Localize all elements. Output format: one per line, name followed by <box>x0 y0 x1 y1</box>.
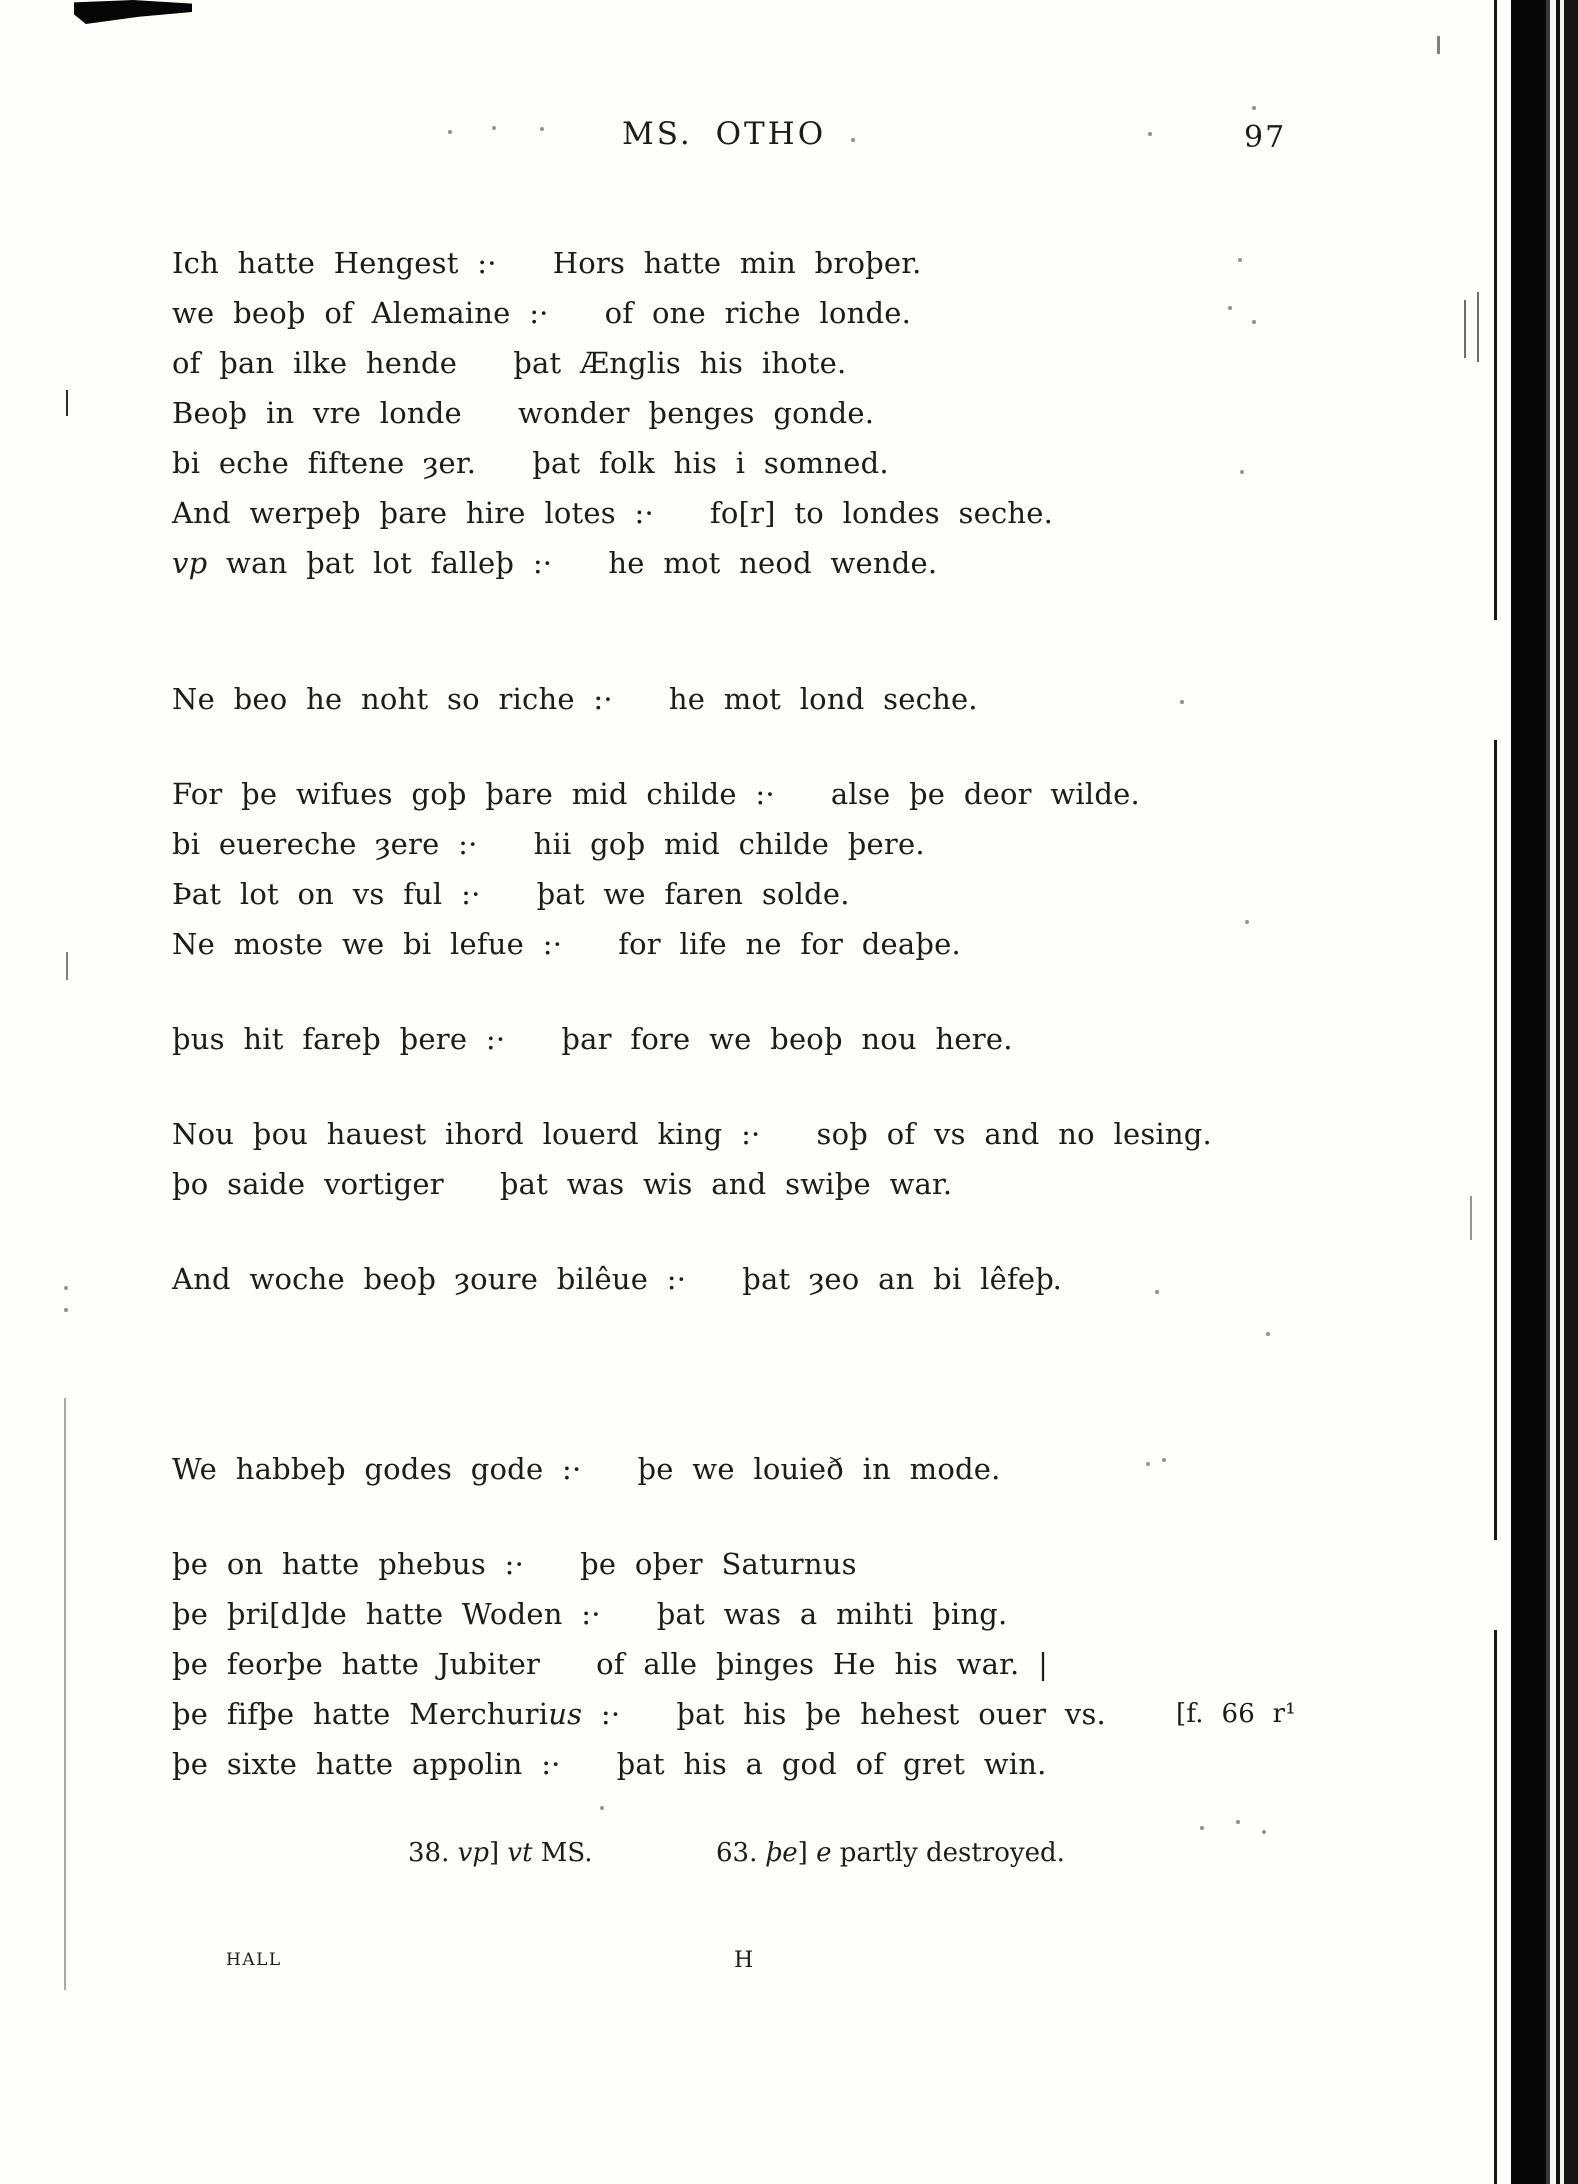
verse-line: þus hit fareþ þere :· þar fore we beoþ nou here. <box>172 1022 1013 1056</box>
apparatus-notes <box>0 1838 1578 1878</box>
verse-line: we beoþ of Alemaine :· of one riche londe. <box>172 296 912 330</box>
scan-line-artifact <box>66 390 68 416</box>
scan-speck <box>64 1308 68 1312</box>
verse-line: Ne moste we bi lefue :· for life ne for deaþe. <box>172 927 961 961</box>
scan-speck <box>540 127 544 131</box>
scan-speck <box>1200 1826 1204 1830</box>
note-bracket: ] <box>488 1838 508 1868</box>
scan-speck <box>1228 306 1232 310</box>
scan-speck <box>1266 1332 1270 1336</box>
verse-line: Ne beo he noht so riche :· he mot lond seche. <box>172 682 978 716</box>
note-lemma: vp <box>457 1838 489 1868</box>
printer-signature-mark: H <box>734 1948 754 1973</box>
scan-line-artifact <box>64 1398 66 1990</box>
verse-line: We habbeþ godes gode :· þe we louieð in mode. <box>172 1452 1001 1486</box>
scan-speck <box>1180 700 1184 704</box>
scan-artifact <box>1494 1540 1497 1630</box>
scan-speck <box>1155 1290 1159 1294</box>
verse-line: vp wan þat lot falleþ :· he mot neod wende. <box>172 546 938 580</box>
scan-speck <box>64 1286 68 1290</box>
verse-line: þe feorþe hatte Jubiter of alle þinges He his war. | <box>172 1647 1049 1681</box>
scan-speck <box>1162 1458 1166 1462</box>
edition-siglum: HALL <box>226 1950 282 1970</box>
verse-line: bi eche fiftene ȝer. þat folk his i somned. <box>172 446 889 480</box>
verse-line: For þe wifues goþ þare mid childe :· alse þe deor wilde. <box>172 777 1140 811</box>
apparatus-note <box>716 1838 1065 1868</box>
scan-speck <box>1146 1462 1150 1466</box>
note-bracket: ] <box>797 1838 817 1868</box>
scan-speck <box>1238 258 1242 262</box>
scan-artifact <box>1494 620 1497 740</box>
scan-corner-mark <box>74 0 192 24</box>
verse-line: þe on hatte phebus :· þe oþer Saturnus <box>172 1547 857 1581</box>
verse-line: þo saide vortiger þat was wis and swiþe war. <box>172 1167 953 1201</box>
page-number: 97 <box>1244 120 1287 155</box>
note-reading: e <box>816 1838 832 1868</box>
verse-line: þe fifþe hatte Merchurius :· þat his þe hehest ouer vs. [f. 66 r¹ <box>172 1689 1472 1739</box>
running-title: MS. OTHO <box>622 116 827 152</box>
note-lemma: þe <box>765 1838 798 1868</box>
scan-speck <box>1245 920 1249 924</box>
verse-line: of þan ilke hende þat Ænglis his ihote. <box>172 346 847 380</box>
verse-line: bi euereche ȝere :· hii goþ mid childe þere. <box>172 827 925 861</box>
scan-line-artifact <box>1477 292 1479 362</box>
scan-speck <box>1262 1830 1266 1834</box>
verse-line: Ich hatte Hengest :· Hors hatte min broþer. <box>172 246 922 280</box>
note-reading: vt <box>507 1838 533 1868</box>
scan-speck <box>1148 132 1152 136</box>
note-text: partly destroyed. <box>831 1838 1065 1868</box>
verse-line: And werpeþ þare hire lotes :· fo[r] to londes seche. <box>172 496 1054 530</box>
scan-line-artifact <box>1437 36 1440 54</box>
folio-marginal-note: [f. 66 r¹ <box>1176 1699 1296 1729</box>
apparatus-note <box>408 1838 593 1868</box>
verse-line: Beoþ in vre londe wonder þenges gonde. <box>172 396 875 430</box>
scan-line-artifact <box>1470 1196 1472 1240</box>
note-number: 38. <box>408 1838 458 1868</box>
verse-line: Nou þou hauest ihord louerd king :· soþ of vs and no lesing. <box>172 1117 1212 1151</box>
scan-speck <box>1252 106 1256 110</box>
verse-lines <box>172 238 1472 1789</box>
note-text: MS. <box>532 1838 593 1868</box>
scan-speck <box>1252 320 1256 324</box>
scan-speck <box>492 126 496 130</box>
scan-speck <box>851 138 855 142</box>
scan-speck <box>448 130 452 134</box>
scan-gutter-shadow <box>1494 0 1578 2184</box>
scan-line-artifact <box>66 952 68 980</box>
verse-line: And woche beoþ ȝoure bilêue :· þat ȝeo an bi lêfeþ. <box>172 1262 1062 1296</box>
scan-line-artifact <box>1464 300 1466 358</box>
scan-speck <box>1240 470 1244 474</box>
scan-speck <box>1236 1820 1240 1824</box>
verse-line: Þat lot on vs ful :· þat we faren solde. <box>172 877 850 911</box>
scan-speck <box>600 1806 604 1810</box>
verse-line: þe þri[d]de hatte Woden :· þat was a mihti þing. <box>172 1597 1008 1631</box>
note-number: 63. <box>716 1838 766 1868</box>
verse-line: þe sixte hatte appolin :· þat his a god of gret win. <box>172 1747 1047 1781</box>
